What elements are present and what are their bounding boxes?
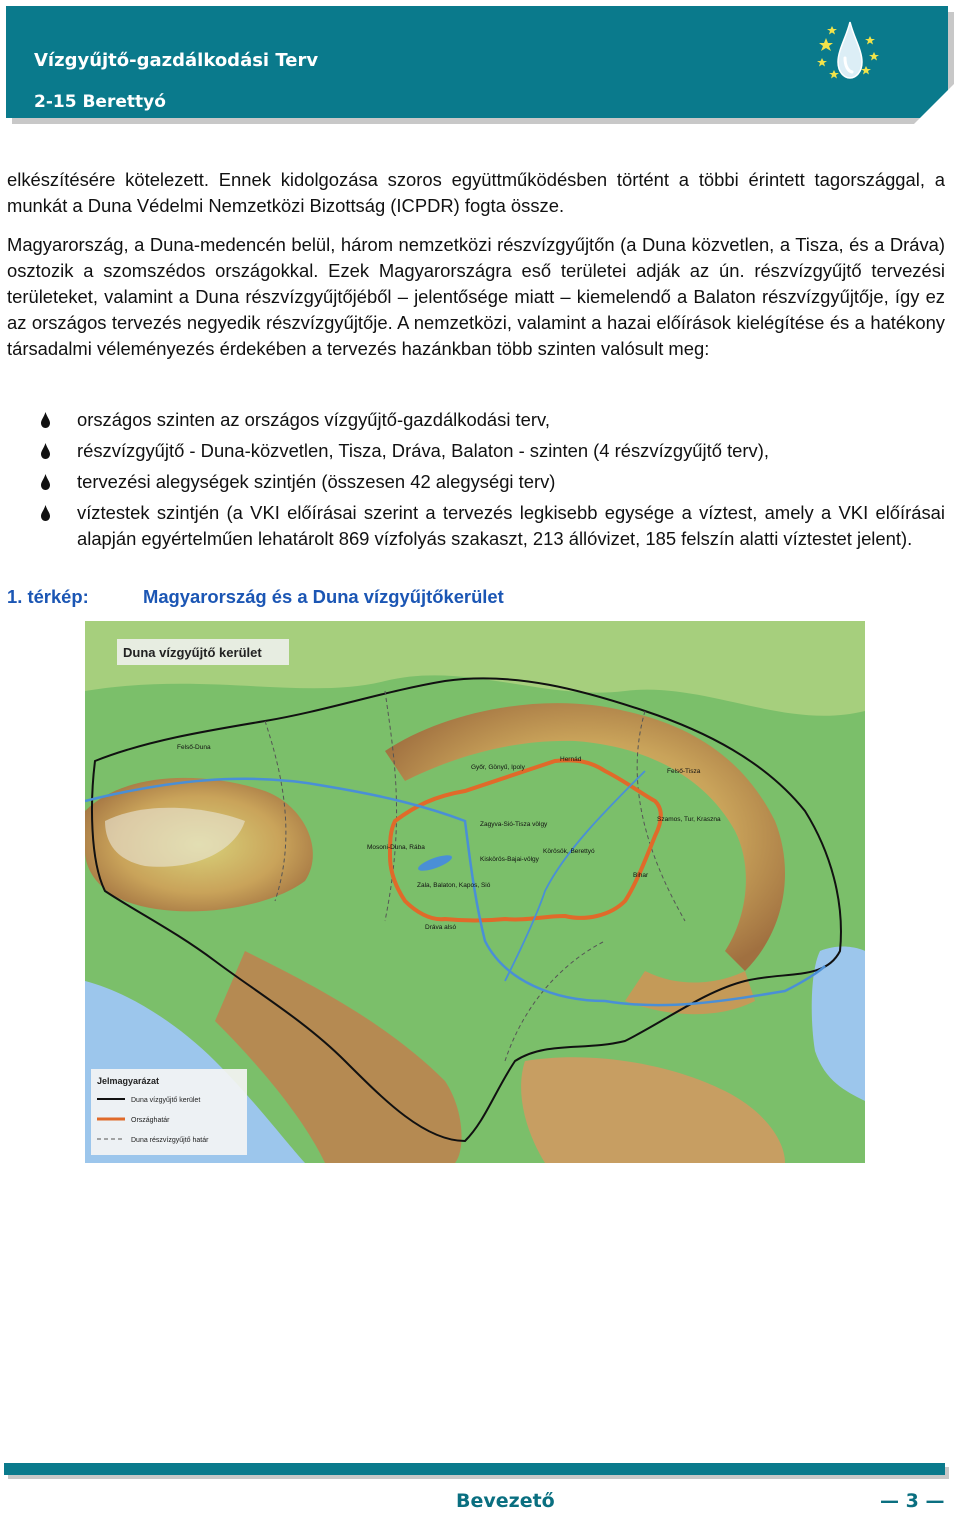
- list-item: [40, 407, 945, 433]
- list-item: [40, 500, 945, 552]
- eu-water-drop-logo-icon: [814, 16, 886, 88]
- region-label: Zala, Balaton, Kapos, Sió: [417, 882, 491, 889]
- paragraph-2: Magyarország, a Duna-medencén belül, három nemzetközi részvízgyűjtőn (a Duna közvetlen, a Tisza, és a Dráva) osztozik a szomszédos országokkal. Ezek Magyarországra eső területei adják az ún. részvízgyűjtő tervezési területeket, valamint a Duna részvízgyűjtőjéből – jelentősége miatt – kiemelendő a Balaton részvízgyűjtője, így ez az országos tervezés negyedik részvízgyűjtője. A nemzetközi, valamint a hazai előírások kielégítése és a hatékony társadalmi véleményezés érdekében a tervezés hazánkban több szinten valósult meg:: [7, 234, 945, 359]
- page-number-value: 3: [905, 1490, 919, 1512]
- region-label: Bihar: [633, 872, 649, 879]
- region-label: Felső-Duna: [177, 744, 211, 751]
- map-caption: [7, 586, 504, 608]
- region-label: Kiskörös-Bajai-völgy: [480, 856, 539, 863]
- region-label: Zagyva-Sió-Tisza völgy: [480, 821, 548, 828]
- list-item-text: országos szinten az országos vízgyűjtő-gazdálkodási terv,: [77, 409, 550, 430]
- legend-item: Duna vízgyűjtő kerület: [131, 1097, 201, 1104]
- document-subtitle: 2-15 Berettyó: [34, 92, 166, 112]
- region-label: Dráva alsó: [425, 924, 457, 931]
- page-header: [6, 6, 948, 118]
- legend-title: Jelmagyarázat: [97, 1076, 160, 1086]
- document-title: Vízgyűjtő-gazdálkodási Terv: [34, 50, 319, 71]
- droplet-bullet-icon: [40, 412, 51, 428]
- footer-section-title: Bevezető: [456, 1490, 555, 1512]
- legend-item: Duna részvízgyűjtő határ: [131, 1137, 209, 1144]
- region-label: Felső-Tisza: [667, 768, 701, 775]
- region-label: Körösök, Berettyó: [543, 848, 595, 855]
- list-item: [40, 469, 945, 495]
- footer-bar: [4, 1463, 945, 1475]
- region-label: Győr, Gönyű, Ipoly: [471, 764, 525, 771]
- page-number: — 3 —: [880, 1490, 945, 1512]
- page-curl-decoration: [914, 84, 954, 124]
- region-label: Mosoni-Duna, Rába: [367, 844, 425, 851]
- list-item-text: víztestek szintjén (a VKI előírásai szerint a tervezés legkisebb egysége a víztest, amely a VKI előírásai alapján egyértelműen lehatárolt 869 vízfolyás szakaszt, 213 állóvizet, 185 felszín alatti víztestet jelent).: [77, 502, 945, 549]
- planning-levels-list: [40, 407, 945, 557]
- danube-basin-map: [85, 621, 865, 1163]
- droplet-bullet-icon: [40, 474, 51, 490]
- list-item-text: tervezési alegységek szintjén (összesen 42 alegységi terv): [77, 471, 556, 492]
- region-label: Hernád: [560, 756, 582, 763]
- map-caption-title: Magyarország és a Duna vízgyűjtőkerület: [143, 586, 504, 607]
- droplet-bullet-icon: [40, 505, 51, 521]
- map-title: Duna vízgyűjtő kerület: [123, 645, 262, 660]
- list-item-text: részvízgyűjtő - Duna-közvetlen, Tisza, Dráva, Balaton - szinten (4 részvízgyűjtő terv),: [77, 440, 769, 461]
- region-label: Szamos, Tur, Kraszna: [657, 816, 721, 823]
- map-caption-number: 1. térkép:: [7, 586, 89, 607]
- paragraph-1: elkészítésére kötelezett. Ennek kidolgozása szoros együttműködésben történt a többi érintett tagországgal, a munkát a Duna Védelmi Nemzetközi Bizottság (ICPDR) fogta össze.: [7, 169, 945, 216]
- legend-item: Országhatár: [131, 1117, 170, 1124]
- list-item: [40, 438, 945, 464]
- droplet-bullet-icon: [40, 443, 51, 459]
